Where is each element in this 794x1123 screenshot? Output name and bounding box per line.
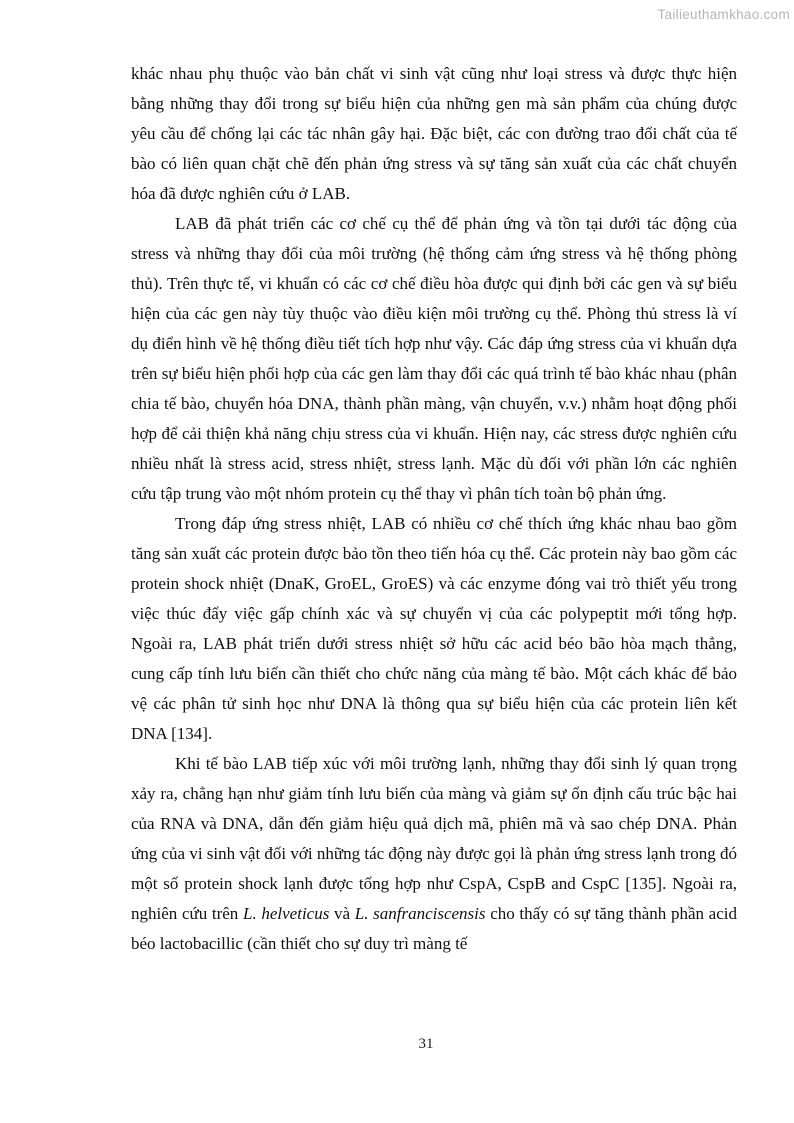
species-name-italic: L. sanfranciscensis bbox=[354, 904, 486, 923]
text-run: cho thấy có sự tăng thành phần acid béo lactobacillic (cần thiết cho sự duy trì màng tế bbox=[131, 904, 738, 953]
paragraph bbox=[131, 509, 737, 749]
text-run: và bbox=[329, 904, 355, 923]
paragraph bbox=[131, 209, 737, 509]
text-run: LAB đã phát triển các cơ chế cụ thể để phản ứng và tồn tại dưới tác động của stress và những thay đổi của môi trường (hệ thống cảm ứng stress và hệ thống phòng thủ). Trên thực tế, vi khuẩn có các cơ chế điều hòa được qui định bởi các gen và sự biểu hiện của các gen này tùy thuộc vào điều kiện môi trường cụ thể. Phòng thủ stress là ví dụ điển hình về hệ thống điều tiết tích hợp như vậy. Các đáp ứng stress của vi khuẩn dựa trên sự biểu hiện phối hợp của các gen làm thay đổi các quá trình tế bào khác nhau (phân chia tế bào, chuyển hóa DNA, thành phần màng, vận chuyển, v.v.) nhằm hoạt động phối hợp để cải thiện khả năng chịu stress của vi khuẩn. Hiện nay, các stress được nghiên cứu nhiều nhất là stress acid, stress nhiệt, stress lạnh. Mặc dù đối với phần lớn các nghiên cứu tập trung vào một nhóm protein cụ thể thay vì phân tích toàn bộ phản ứng. bbox=[131, 214, 737, 503]
text-run: Khi tế bào LAB tiếp xúc với môi trường lạnh, những thay đổi sinh lý quan trọng xảy ra, chẳng hạn như giảm tính lưu biến của màng và giảm sự ổn định cấu trúc bậc hai của RNA và DNA, dẫn đến giảm hiệu quả dịch mã, phiên mã và sao chép DNA. Phản ứng của vi sinh vật đối với những tác động này được gọi là phản ứng stress lạnh trong đó một số protein shock lạnh được tổng hợp như CspA, CspB and CspC [135]. Ngoài ra, nghiên cứu trên bbox=[131, 754, 737, 923]
text-run: Trong đáp ứng stress nhiệt, LAB có nhiều cơ chế thích ứng khác nhau bao gồm tăng sản xuất các protein được bảo tồn theo tiến hóa cụ thể. Các protein này bao gồm các protein shock nhiệt (DnaK, GroEL, GroES) và các enzyme đóng vai trò thiết yếu trong việc thúc đẩy việc gấp chính xác và sự chuyển vị của các polypeptit mới tổng hợp. Ngoài ra, LAB phát triển dưới stress nhiệt sở hữu các acid béo bão hòa mạch thẳng, cung cấp tính lưu biến cần thiết cho chức năng của màng tế bào. Một cách khác để bảo vệ các phân tử sinh học như DNA là thông qua sự biểu hiện của các protein liên kết DNA [134]. bbox=[131, 514, 737, 743]
paragraph bbox=[131, 59, 737, 209]
watermark: Tailieuthamkhao.com bbox=[657, 7, 790, 22]
page-number: 31 bbox=[418, 1036, 434, 1052]
document-body bbox=[131, 59, 737, 959]
species-name-italic: L. helveticus bbox=[242, 904, 330, 923]
paragraph bbox=[131, 749, 737, 959]
text-run: khác nhau phụ thuộc vào bản chất vi sinh vật cũng như loại stress và được thực hiện bằng những thay đổi trong sự biểu hiện của những gen mà sản phẩm của chúng được yêu cầu để chống lại các tác nhân gây hại. Đặc biệt, các con đường trao đổi chất của tế bào có liên quan chặt chẽ đến phản ứng stress và sự tăng sản xuất của các chất chuyển hóa đã được nghiên cứu ở LAB. bbox=[131, 64, 737, 203]
